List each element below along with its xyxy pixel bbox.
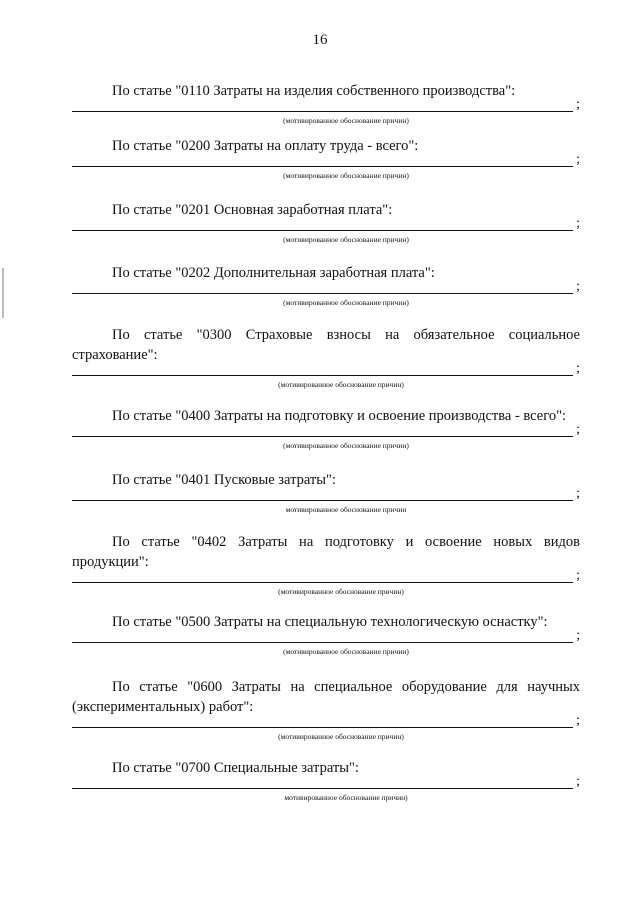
article-0400 [72, 406, 580, 450]
fill-in-line[interactable] [72, 216, 580, 234]
fill-in-line[interactable] [72, 152, 580, 170]
line-caption: (мотивированное обоснование причин) [283, 235, 409, 244]
article-statement: По статье "0110 Затраты на изделия собственного производства": [112, 83, 516, 99]
line-caption: (мотивированное обоснование причин) [283, 298, 409, 307]
line-caption: (мотивированное обоснование причин) [278, 587, 404, 596]
fill-in-line[interactable] [72, 279, 580, 297]
line-semicolon: ; [576, 279, 580, 294]
page-number: 16 [312, 32, 328, 48]
line-caption: (мотивированное обоснование причин) [283, 116, 409, 125]
article-0402 [72, 532, 580, 596]
scan-edge-mark [2, 268, 4, 318]
line-semicolon: ; [576, 628, 580, 643]
line-caption: мотивированное обоснование причин) [284, 793, 408, 802]
article-statement: По статье "0700 Специальные затраты": [112, 760, 359, 776]
line-semicolon: ; [576, 774, 580, 789]
line-caption: (мотивированное обоснование причин) [278, 380, 404, 389]
article-statement: По статье "0202 Дополнительная заработная плата": [112, 265, 435, 281]
line-semicolon: ; [576, 486, 580, 501]
line-semicolon: ; [576, 97, 580, 112]
fill-in-line[interactable] [72, 486, 580, 504]
line-caption: мотивированное обоснование причин [285, 505, 407, 514]
fill-in-line[interactable] [72, 422, 580, 440]
article-0500 [72, 612, 580, 656]
article-0401 [72, 470, 580, 514]
line-caption: (мотивированное обоснование причин) [278, 732, 404, 741]
line-caption: (мотивированное обоснование причин) [283, 441, 409, 450]
fill-in-line[interactable] [72, 713, 580, 731]
article-statement: По статье "0300 Страховые взносы на обязательное социальное страхование": [72, 327, 580, 363]
article-statement: По статье "0402 Затраты на подготовку и освоение новых видов продукции": [72, 534, 580, 570]
article-0200 [72, 136, 580, 180]
fill-in-line[interactable] [72, 568, 580, 586]
article-0700 [72, 758, 580, 802]
article-0202 [72, 263, 580, 307]
article-0300 [72, 325, 580, 389]
line-semicolon: ; [576, 216, 580, 231]
article-0110 [72, 81, 580, 125]
line-semicolon: ; [576, 361, 580, 376]
line-caption: (мотивированное обоснование причин) [283, 647, 409, 656]
line-caption: (мотивированное обоснование причин) [283, 171, 409, 180]
fill-in-line[interactable] [72, 774, 580, 792]
article-statement: По статье "0401 Пусковые затраты": [112, 472, 336, 488]
article-statement: По статье "0500 Затраты на специальную технологическую оснастку": [112, 614, 548, 630]
article-statement: По статье "0201 Основная заработная плата": [112, 202, 393, 218]
article-0600 [72, 677, 580, 741]
line-semicolon: ; [576, 422, 580, 437]
article-statement: По статье "0200 Затраты на оплату труда - всего": [112, 138, 419, 154]
fill-in-line[interactable] [72, 361, 580, 379]
line-semicolon: ; [576, 713, 580, 728]
line-semicolon: ; [576, 152, 580, 167]
line-semicolon: ; [576, 568, 580, 583]
article-statement: По статье "0400 Затраты на подготовку и освоение производства - всего": [112, 408, 567, 424]
fill-in-line[interactable] [72, 97, 580, 115]
article-0201 [72, 200, 580, 244]
article-statement: По статье "0600 Затраты на специальное оборудование для научных (экспериментальных) работ": [72, 679, 580, 715]
fill-in-line[interactable] [72, 628, 580, 646]
